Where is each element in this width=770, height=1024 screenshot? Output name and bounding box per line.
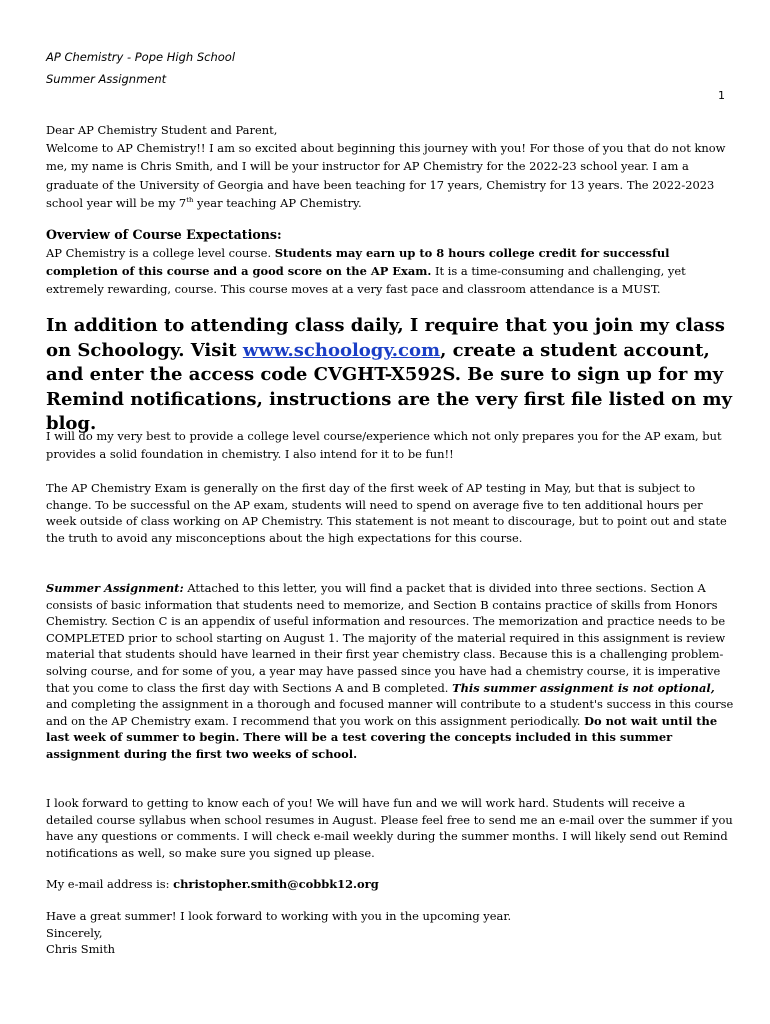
forward-paragraph: I look forward to getting to know each of you! We will have fun and we will work hard. Students will receive a detailed course syllabus when school resumes in August. Please feel free to send me an e-mail over the summer if you have any questions or comments. I will check e-mail weekly during the summer months. I will likely send out Remind notifications as well, so make sure you signed up please. xyxy=(46,796,733,860)
summer-assignment-label: Summer Assignment: xyxy=(46,581,184,595)
notice-text-end: , create a student account, and enter the access code CVGHT-X592S. Be sure to sign up for my Remind notifications, instructions are the very first file listed on my blog. xyxy=(46,339,732,435)
summer-deadline-warning: Do not wait until the last week of summer to begin. There will be a test covering the concepts included in this summer assignment during the first two weeks of school. xyxy=(46,713,718,761)
sign-off: Sincerely, xyxy=(46,925,103,940)
signature-name: Chris Smith xyxy=(46,942,116,957)
not-optional-emphasis: This summer assignment is not optional, xyxy=(452,680,715,695)
email-address[interactable]: christopher.smith@cobbk12.org xyxy=(173,877,379,891)
course-paragraph: I will do my very best to provide a college level course/experience which not only prepares you for the AP exam, but provides a solid foundation in chemistry. I also intend for it to be fun!! xyxy=(46,429,722,462)
closing xyxy=(46,908,734,958)
summer-text: Attached to this letter, you will find a packet that is divided into three sections. Section A consists of basic information that students need to memorize, and Section B contains practice of skills from Honors Chemistry. Section C is an appendix of useful information and resources. The memorization and practice needs to be COMPLETED prior to school starting on August 1. The majority of the material required in this assignment is review material that students should have learned in their first year chemistry class. Because this is a challenging problem-solving course, and for some of you, a year may have passed since you have had a chemistry course, it is imperative that you come to class the first day with Sections A and B completed. xyxy=(46,581,726,695)
intro-body: Welcome to AP Chemistry!! I am so excited about beginning this journey with you! For those of you that do not know me, my name is Chris Smith, and I will be your instructor for AP Chemistry for the 2022-23 school year. I am a graduate of the University of Georgia and have been teaching for 17 years, Chemistry for 13 years. The 2022-2023 school year will be my 7 xyxy=(46,141,726,210)
ordinal-suffix: th xyxy=(186,196,194,204)
email-label: My e-mail address is: xyxy=(46,877,174,891)
page-number: 1 xyxy=(718,89,725,102)
schoology-notice xyxy=(46,314,746,437)
header-subtitle: Summer Assignment xyxy=(46,72,167,86)
header-course-title: AP Chemistry - Pope High School xyxy=(46,50,236,64)
overview-heading: Overview of Course Expectations: xyxy=(46,227,282,242)
summer-text-continued: and completing the assignment in a thorough and focused manner will contribute to a student's success in this course and on the AP Chemistry exam. I recommend that you work on this assignment periodically. xyxy=(46,697,734,728)
closing-line: Have a great summer! I look forward to working with you in the upcoming year. xyxy=(46,909,512,923)
email-line xyxy=(46,875,734,893)
summer-assignment-paragraph xyxy=(46,580,734,763)
intro-body-end: year teaching AP Chemistry. xyxy=(193,195,362,210)
overview-paragraph xyxy=(46,244,734,299)
exam-paragraph: The AP Chemistry Exam is generally on the first day of the first week of AP testing in May, but that is subject to change. To be successful on the AP exam, students will need to spend on average five to ten additional hours per week outside of class working on AP Chemistry. This statement is not meant to discourage, but to point out and state the truth to avoid any misconceptions about the high expectations for this course. xyxy=(46,481,727,545)
overview-credit-text: Students may earn up to 8 hours college credit for successful completion of this course and a good score on the AP Exam. xyxy=(46,246,670,279)
notice-text: In addition to attending class daily, I require that you join my class on Schoology. Visit xyxy=(46,315,725,361)
schoology-link[interactable]: www.schoology.com xyxy=(242,339,441,361)
overview-text: AP Chemistry is a college level course. xyxy=(46,246,275,260)
overview-text-end: It is a time-consuming and challenging, yet extremely rewarding, course. This course moves at a very fast pace and classroom attendance is a MUST. xyxy=(46,264,686,297)
greeting: Dear AP Chemistry Student and Parent, xyxy=(46,123,278,137)
intro-paragraph xyxy=(46,121,734,212)
